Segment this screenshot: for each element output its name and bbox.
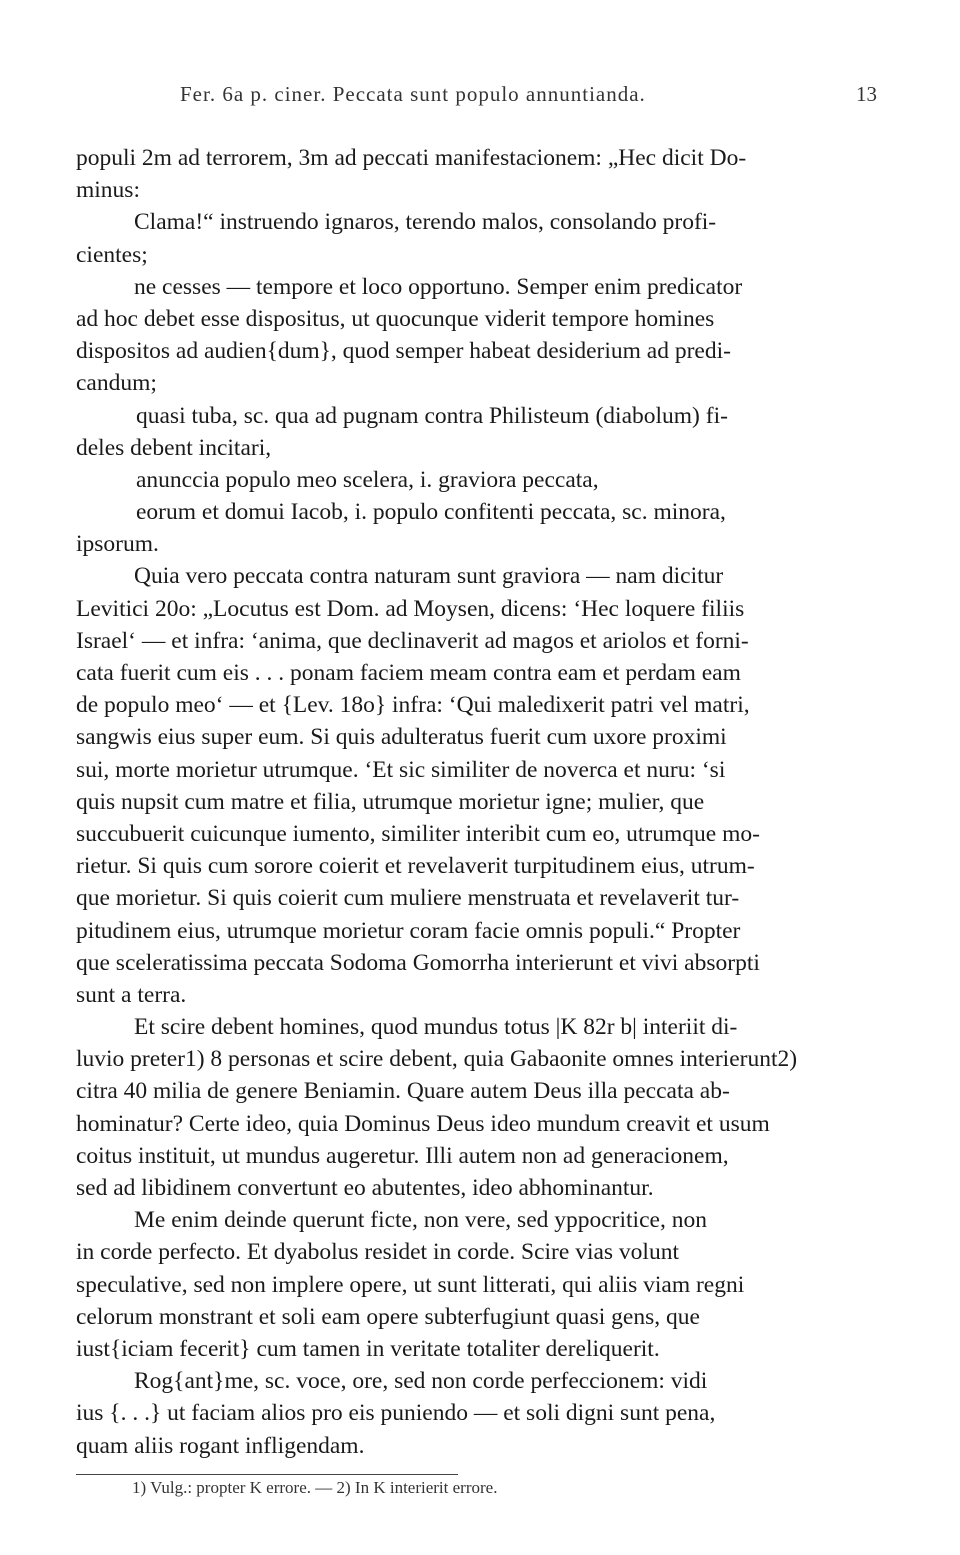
body-text [76, 142, 914, 1462]
text-line: celorum monstrant et soli eam opere subterfugiunt quasi gens, que [76, 1303, 700, 1330]
page-number: 13 [856, 82, 877, 106]
text-line: iust{iciam fecerit} cum tamen in veritate totaliter dereliquerit. [76, 1335, 660, 1362]
text-line: pitudinem eius, utrumque morietur coram facie omnis populi.“ Propter [76, 917, 741, 944]
text-line: sunt a terra. [76, 981, 187, 1008]
text-line: sangwis eius super eum. Si quis adulteratus fuerit cum uxore proximi [76, 724, 727, 751]
text-line: populi 2m ad terrorem, 3m ad peccati manifestacionem: „Hec dicit Do- [76, 145, 747, 171]
running-header [0, 82, 960, 112]
text-line: eorum et domui Iacob, i. populo confitenti peccata, sc. minora, [136, 499, 726, 526]
text-line: Quia vero peccata contra naturam sunt graviora — nam dicitur [134, 563, 724, 590]
text-line: luvio preter1) 8 personas et scire debent, quia Gabaonite omnes interierunt2) [76, 1046, 798, 1073]
running-title: Fer. 6a p. ciner. Peccata sunt populo annuntianda. [180, 82, 646, 106]
text-line: ne cesses — tempore et loco opportuno. Semper enim predicator [134, 273, 743, 300]
text-line: coitus instituit, ut mundus augeretur. Illi autem non ad generacionem, [76, 1142, 729, 1169]
text-line: in corde perfecto. Et dyabolus residet in corde. Scire vias volunt [76, 1239, 679, 1266]
text-line: rietur. Si quis cum sorore coierit et revelaverit turpitudinem eius, utrum- [76, 853, 755, 880]
text-line: ius {. . .} ut faciam alios pro eis puniendo — et soli digni sunt pena, [76, 1400, 716, 1427]
text-line: cientes; [76, 241, 148, 268]
text-line: Et scire debent homines, quod mundus totus |K 82r b| interiit di- [134, 1014, 738, 1041]
text-line: dispositos ad audien{dum}, quod semper habeat desiderium ad predi- [76, 338, 731, 365]
footnote: 1) Vulg.: propter K errore. — 2) In K interierit errore. [132, 1478, 498, 1497]
text-line: succubuerit cuicunque iumento, similiter interibit cum eo, utrumque mo- [76, 820, 760, 847]
text-line: cata fuerit cum eis . . . ponam faciem meam contra eam et perdam eam [76, 660, 741, 686]
text-line: Me enim deinde querunt ficte, non vere, sed yppocritice, non [134, 1207, 707, 1234]
text-line: sui, morte morietur utrumque. ‘Et sic similiter de noverca et nuru: ‘si [76, 756, 726, 783]
text-line: minus: [76, 177, 140, 204]
text-line: quam aliis rogant infligendam. [76, 1432, 365, 1459]
text-line: speculative, sed non implere opere, ut sunt litterati, qui aliis viam regni [76, 1271, 745, 1298]
text-line: anunccia populo meo scelera, i. graviora peccata, [136, 466, 599, 493]
text-line: de populo meo‘ — et {Lev. 18o} infra: ‘Qui maledixerit patri vel matri, [76, 692, 750, 719]
text-line: quasi tuba, sc. qua ad pugnam contra Philisteum (diabolum) fi- [136, 402, 728, 429]
text-line: que morietur. Si quis coierit cum muliere menstruata et revelaverit tur- [76, 885, 740, 912]
text-line: ipsorum. [76, 531, 159, 558]
text-line: deles debent incitari, [76, 434, 272, 461]
text-line: candum; [76, 370, 157, 397]
text-line: citra 40 milia de genere Beniamin. Quare autem Deus illa peccata ab- [76, 1078, 730, 1105]
text-line: Levitici 20o: „Locutus est Dom. ad Moysen, dicens: ‘Hec loquere filiis [76, 595, 745, 622]
text-line: quis nupsit cum matre et filia, utrumque morietur igne; mulier, que [76, 788, 705, 815]
text-line: sed ad libidinem convertunt eo abutentes, ideo abhominantur. [76, 1175, 654, 1201]
text-line: ad hoc debet esse dispositus, ut quocunque viderit tempore homines [76, 305, 715, 332]
footnote-divider [76, 1474, 458, 1475]
text-line: Israel‘ — et infra: ‘anima, que declinaverit ad magos et ariolos et forni- [76, 627, 749, 654]
text-line: que sceleratissima peccata Sodoma Gomorrha interierunt et vivi absorpti [76, 949, 760, 976]
text-line: Clama!“ instruendo ignaros, terendo malos, consolando profi- [134, 209, 717, 236]
text-line: hominatur? Certe ideo, quia Dominus Deus ideo mundum creavit et usum [76, 1110, 770, 1137]
text-line: Rog{ant}me, sc. voce, ore, sed non corde perfeccionem: vidi [134, 1368, 708, 1395]
